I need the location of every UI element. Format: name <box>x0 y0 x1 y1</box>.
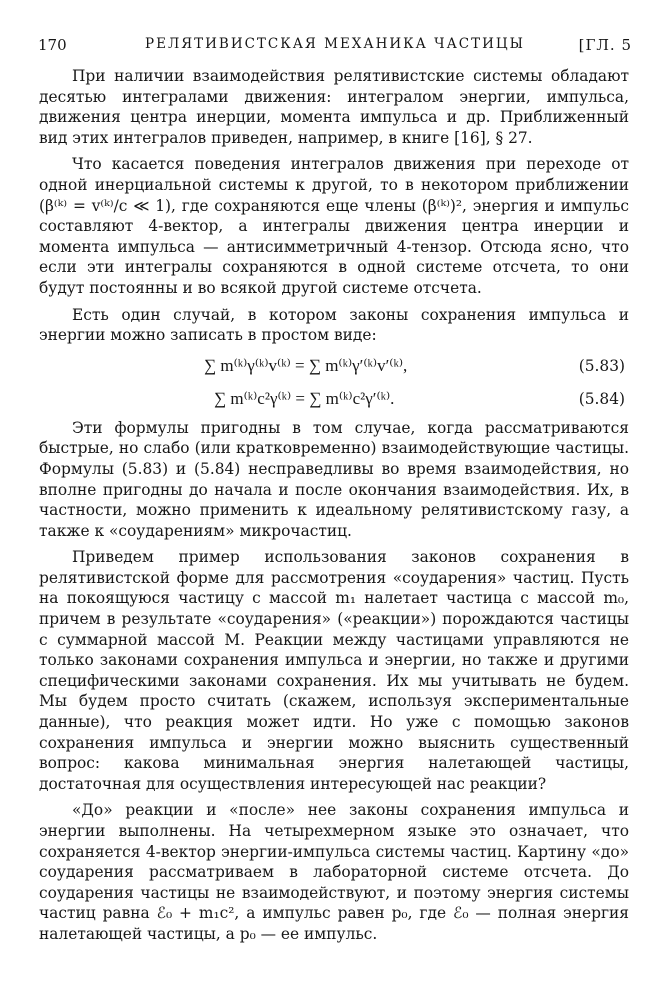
page-number: 170 <box>38 36 67 54</box>
equation-5-83 <box>39 352 629 385</box>
page-body <box>39 66 629 951</box>
equation-5-84 <box>39 385 629 418</box>
running-title: РЕЛЯТИВИСТСКАЯ МЕХАНИКА ЧАСТИЦЫ <box>145 36 525 52</box>
paragraph-transformation: Что касается поведения интегралов движения при переходе от одной инерциальной системы к другой, то в некотором приближении (β⁽ᵏ⁾ = v⁽ᵏ⁾/c ≪ 1), где сохраняются еще члены (β⁽ᵏ⁾)², энергия и импульс составляют 4-вектор, а интегралы движения центра инерции и момента импульса — антисимметричный 4-тензор. Отсюда ясно, что если эти интегралы сохраняются в одной системе отсчета, то они будут постоянны и во всякой другой системе отсчета. <box>39 155 629 297</box>
equation-number: (5.83) <box>578 356 625 375</box>
chapter-label: [ГЛ. 5 <box>578 36 632 54</box>
paragraph-integrals: При наличии взаимодействия релятивистские системы обладают десятью интегралами движения: интегралом энергии, импульса, движения центра инерции, момента импульса и др. Приближенный вид этих интегралов приведен, например, в книге [16], § 27. <box>39 67 629 147</box>
paragraph-applicability: Эти формулы пригодны в том случае, когда рассматриваются быстрые, но слабо (или кратковременно) взаимодействующие частицы. Формулы (5.83) и (5.84) несправедливы во время взаимодействия, но вполне пригодны до начала и после окончания взаимодействия. Их, в частности, можно применить к идеальному релятивистскому газу, а также к «соударениям» микрочастиц. <box>39 418 629 540</box>
paragraph-collision-example: Приведем пример использования законов сохранения в релятивистской форме для рассмотрения «соударения» частиц. Пусть на покоящуюся частицу с массой m₁ налетает частица с массой m₀, причем в результате «соударения» («реакции») порождаются частицы с суммарной массой M. Реакции между частицами управляются не только законами сохранения импульса и энергии, но также и другими специфическими законами сохранения. Их мы учитывать не будем. Мы будем просто считать (скажем, используя экспериментальные данные), что реакция может идти. Но уже с помощью законов сохранения импульса и энергии можно выяснить существенный вопрос: какова минимальная энергия налетающей частицы, достаточная для осуществления интересующей нас реакции? <box>39 548 629 793</box>
equation-formula: ∑ m⁽ᵏ⁾c²γ⁽ᵏ⁾ = ∑ m⁽ᵏ⁾c²γ′⁽ᵏ⁾. <box>214 388 395 408</box>
equation-number: (5.84) <box>578 389 625 408</box>
page-header <box>38 36 632 58</box>
paragraph-before-after: «До» реакции и «после» нее законы сохранения импульса и энергии выполнены. На четырехмерном языке это означает, что сохраняется 4-вектор энергии-импульса системы частиц. Картину «до» соударения рассматриваем в лабораторной системе отсчета. До соударения частицы не взаимодействуют, и поэтому энергия системы частиц равна ℰ₀ + m₁c², а импульс равен p₀, где ℰ₀ — полная энергия налетающей частицы, а p₀ — ее импульс. <box>39 801 629 943</box>
paragraph-special-case: Есть один случай, в котором законы сохранения импульса и энергии можно записать в простом виде: <box>39 305 629 345</box>
equation-formula: ∑ m⁽ᵏ⁾γ⁽ᵏ⁾v⁽ᵏ⁾ = ∑ m⁽ᵏ⁾γ′⁽ᵏ⁾v′⁽ᵏ⁾, <box>204 355 408 375</box>
